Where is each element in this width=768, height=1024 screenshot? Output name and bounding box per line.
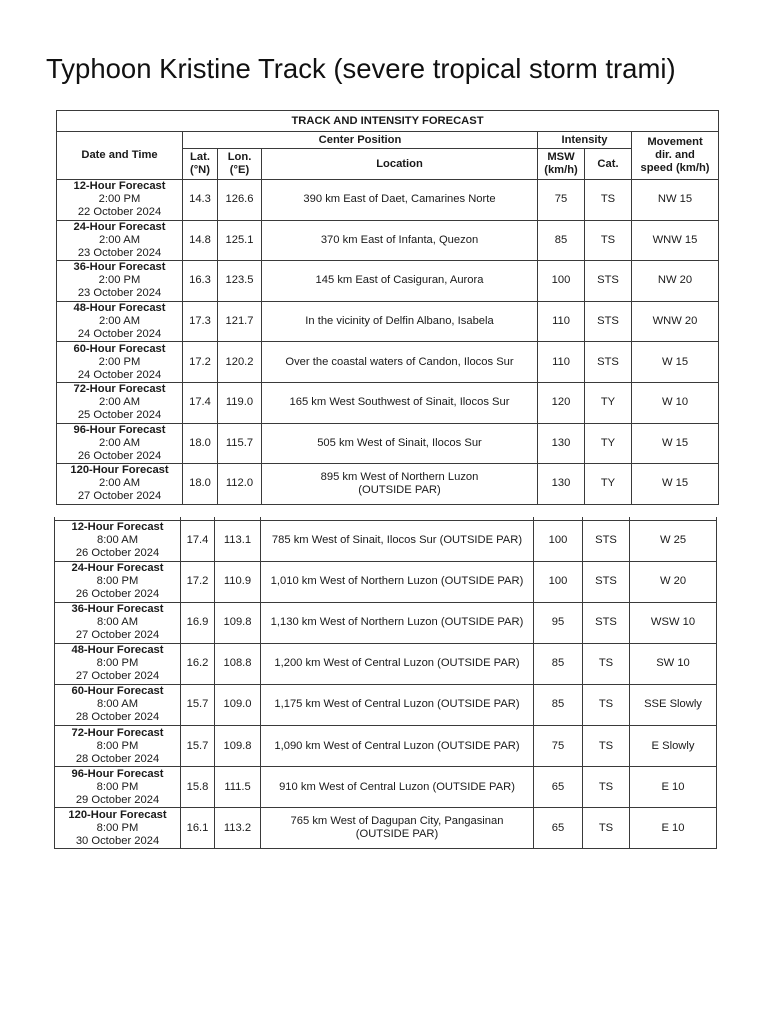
category-cell: STS bbox=[583, 602, 630, 643]
forecast-time: 8:00 PM bbox=[96, 739, 139, 752]
forecast-date: 23 October 2024 bbox=[77, 287, 162, 300]
lon-cell: 119.0 bbox=[218, 382, 262, 423]
date-time-cell bbox=[55, 602, 181, 643]
forecast-time: 2:00 AM bbox=[98, 477, 141, 490]
forecast-time: 8:00 PM bbox=[96, 657, 139, 670]
location-text: Over the coastal waters of Candon, Ilocos Sur bbox=[285, 355, 514, 368]
lat-cell: 17.4 bbox=[183, 382, 218, 423]
movement-cell: WNW 15 bbox=[632, 220, 719, 261]
header-movement-line: dir. and bbox=[655, 149, 695, 161]
location-cell bbox=[262, 220, 538, 261]
forecast-label: 72-Hour Forecast bbox=[71, 726, 164, 739]
lon-cell: 109.0 bbox=[215, 684, 261, 725]
movement-cell: E 10 bbox=[630, 767, 717, 808]
location-cell bbox=[262, 464, 538, 505]
lon-cell: 121.7 bbox=[218, 301, 262, 342]
table-row bbox=[57, 180, 719, 221]
msw-cell: 65 bbox=[534, 767, 583, 808]
header-lon-line: (°E) bbox=[229, 164, 250, 176]
category-cell: STS bbox=[583, 561, 630, 602]
category-cell: TS bbox=[583, 643, 630, 684]
lat-cell: 17.2 bbox=[181, 561, 215, 602]
forecast-time: 2:00 AM bbox=[98, 436, 141, 449]
forecast-label: 36-Hour Forecast bbox=[73, 261, 166, 274]
location-text: 895 km West of Northern Luzon bbox=[320, 470, 479, 483]
movement-cell: W 25 bbox=[630, 520, 717, 561]
forecast-date: 28 October 2024 bbox=[75, 711, 160, 724]
location-text: 145 km East of Casiguran, Aurora bbox=[315, 274, 484, 287]
category-cell: TS bbox=[585, 180, 632, 221]
lat-cell: 14.3 bbox=[183, 180, 218, 221]
forecast-date: 30 October 2024 bbox=[75, 834, 160, 847]
location-text: 765 km West of Dagupan City, Pangasinan bbox=[290, 815, 504, 828]
lat-cell: 18.0 bbox=[183, 423, 218, 464]
header-movement bbox=[632, 132, 719, 180]
movement-cell: W 15 bbox=[632, 342, 719, 383]
header-lat-line: Lat. bbox=[190, 151, 210, 163]
location-text: 785 km West of Sinait, Ilocos Sur (OUTSIDE PAR) bbox=[271, 534, 523, 547]
location-cell bbox=[261, 561, 534, 602]
category-cell: TY bbox=[585, 464, 632, 505]
lat-cell: 15.7 bbox=[181, 684, 215, 725]
forecast-time: 8:00 AM bbox=[96, 698, 139, 711]
category-cell: STS bbox=[585, 301, 632, 342]
header-msw-line: (km/h) bbox=[544, 164, 578, 176]
msw-cell: 75 bbox=[534, 725, 583, 766]
forecast-time: 2:00 PM bbox=[98, 355, 141, 368]
location-text: 505 km West of Sinait, Ilocos Sur bbox=[317, 436, 482, 449]
location-cell bbox=[262, 301, 538, 342]
date-time-cell bbox=[57, 220, 183, 261]
forecast-date: 27 October 2024 bbox=[77, 490, 162, 503]
location-text: In the vicinity of Delfin Albano, Isabela bbox=[305, 315, 494, 328]
forecast-time: 2:00 PM bbox=[98, 274, 141, 287]
forecast-label: 72-Hour Forecast bbox=[73, 383, 166, 396]
lat-cell: 14.8 bbox=[183, 220, 218, 261]
movement-cell: W 15 bbox=[632, 464, 719, 505]
continuation-forecast-table bbox=[54, 517, 717, 849]
table-row bbox=[55, 684, 717, 725]
header-cat: Cat. bbox=[585, 149, 632, 180]
msw-cell: 95 bbox=[534, 602, 583, 643]
date-time-cell bbox=[57, 423, 183, 464]
forecast-time: 2:00 AM bbox=[98, 233, 141, 246]
date-time-cell bbox=[57, 180, 183, 221]
location-cell bbox=[261, 767, 534, 808]
location-cell bbox=[262, 382, 538, 423]
table-heading: TRACK AND INTENSITY FORECAST bbox=[57, 111, 719, 132]
forecast-label: 120-Hour Forecast bbox=[70, 464, 169, 477]
movement-cell: WNW 20 bbox=[632, 301, 719, 342]
forecast-label: 120-Hour Forecast bbox=[68, 808, 167, 821]
location-cell bbox=[261, 725, 534, 766]
table-row bbox=[55, 767, 717, 808]
lon-cell: 109.8 bbox=[215, 725, 261, 766]
category-cell: TS bbox=[585, 220, 632, 261]
forecast-table bbox=[56, 110, 719, 505]
table-row bbox=[55, 520, 717, 561]
location-cell bbox=[262, 342, 538, 383]
table-row bbox=[55, 602, 717, 643]
forecast-time: 8:00 AM bbox=[96, 534, 139, 547]
movement-cell: SW 10 bbox=[630, 643, 717, 684]
forecast-date: 26 October 2024 bbox=[75, 547, 160, 560]
forecast-label: 96-Hour Forecast bbox=[71, 767, 164, 780]
date-time-cell bbox=[55, 561, 181, 602]
table-row bbox=[55, 561, 717, 602]
location-text: (OUTSIDE PAR) bbox=[355, 828, 439, 841]
movement-cell: W 10 bbox=[632, 382, 719, 423]
forecast-label: 96-Hour Forecast bbox=[73, 423, 166, 436]
location-text: 1,175 km West of Central Luzon (OUTSIDE PAR) bbox=[274, 698, 520, 711]
lon-cell: 110.9 bbox=[215, 561, 261, 602]
lat-cell: 17.2 bbox=[183, 342, 218, 383]
lon-cell: 126.6 bbox=[218, 180, 262, 221]
header-location: Location bbox=[262, 149, 538, 180]
movement-cell: NW 15 bbox=[632, 180, 719, 221]
forecast-label: 12-Hour Forecast bbox=[73, 180, 166, 193]
location-text: (OUTSIDE PAR) bbox=[358, 483, 441, 496]
lon-cell: 108.8 bbox=[215, 643, 261, 684]
msw-cell: 100 bbox=[534, 561, 583, 602]
header-date-time: Date and Time bbox=[57, 132, 183, 180]
category-cell: TS bbox=[583, 808, 630, 849]
forecast-date: 24 October 2024 bbox=[77, 328, 162, 341]
lat-cell: 17.3 bbox=[183, 301, 218, 342]
category-cell: TY bbox=[585, 382, 632, 423]
location-cell bbox=[262, 180, 538, 221]
location-cell bbox=[261, 684, 534, 725]
page-title: Typhoon Kristine Track (severe tropical storm trami) bbox=[46, 53, 676, 84]
location-text: 1,200 km West of Central Luzon (OUTSIDE PAR) bbox=[274, 657, 520, 670]
msw-cell: 75 bbox=[538, 180, 585, 221]
table-row bbox=[57, 261, 719, 302]
location-text: 165 km West Southwest of Sinait, Ilocos Sur bbox=[289, 396, 510, 409]
lat-cell: 17.4 bbox=[181, 520, 215, 561]
lat-cell: 16.3 bbox=[183, 261, 218, 302]
table-row bbox=[55, 808, 717, 849]
forecast-label: 48-Hour Forecast bbox=[71, 644, 164, 657]
date-time-cell bbox=[55, 808, 181, 849]
header-intensity: Intensity bbox=[538, 132, 632, 149]
location-cell bbox=[261, 643, 534, 684]
date-time-cell bbox=[57, 301, 183, 342]
forecast-time: 8:00 PM bbox=[96, 575, 139, 588]
lon-cell: 113.2 bbox=[215, 808, 261, 849]
header-lat bbox=[183, 149, 218, 180]
location-text: 1,090 km West of Central Luzon (OUTSIDE PAR) bbox=[274, 739, 520, 752]
lat-cell: 16.1 bbox=[181, 808, 215, 849]
forecast-date: 23 October 2024 bbox=[77, 246, 162, 259]
lon-cell: 109.8 bbox=[215, 602, 261, 643]
msw-cell: 110 bbox=[538, 342, 585, 383]
location-cell bbox=[261, 602, 534, 643]
header-center-position: Center Position bbox=[183, 132, 538, 149]
forecast-date: 27 October 2024 bbox=[75, 670, 160, 683]
lon-cell: 115.7 bbox=[218, 423, 262, 464]
forecast-label: 60-Hour Forecast bbox=[73, 342, 166, 355]
header-msw bbox=[538, 149, 585, 180]
lon-cell: 112.0 bbox=[218, 464, 262, 505]
forecast-time: 8:00 AM bbox=[96, 616, 139, 629]
location-text: 390 km East of Daet, Camarines Norte bbox=[303, 193, 496, 206]
movement-cell: NW 20 bbox=[632, 261, 719, 302]
table-row bbox=[57, 220, 719, 261]
forecast-label: 36-Hour Forecast bbox=[71, 603, 164, 616]
msw-cell: 130 bbox=[538, 423, 585, 464]
msw-cell: 130 bbox=[538, 464, 585, 505]
location-cell bbox=[261, 808, 534, 849]
forecast-label: 24-Hour Forecast bbox=[73, 220, 166, 233]
location-cell bbox=[262, 423, 538, 464]
date-time-cell bbox=[57, 261, 183, 302]
forecast-label: 12-Hour Forecast bbox=[71, 521, 164, 534]
lon-cell: 123.5 bbox=[218, 261, 262, 302]
location-cell bbox=[261, 520, 534, 561]
location-text: 1,010 km West of Northern Luzon (OUTSIDE PAR) bbox=[270, 575, 524, 588]
table-row bbox=[55, 725, 717, 766]
forecast-label: 24-Hour Forecast bbox=[71, 562, 164, 575]
location-text: 910 km West of Central Luzon (OUTSIDE PAR) bbox=[279, 780, 515, 793]
lon-cell: 125.1 bbox=[218, 220, 262, 261]
date-time-cell bbox=[57, 342, 183, 383]
category-cell: TY bbox=[585, 423, 632, 464]
forecast-time: 2:00 AM bbox=[98, 396, 141, 409]
lat-cell: 15.8 bbox=[181, 767, 215, 808]
lon-cell: 120.2 bbox=[218, 342, 262, 383]
category-cell: TS bbox=[583, 684, 630, 725]
header-lon-line: Lon. bbox=[227, 151, 252, 163]
movement-cell: E 10 bbox=[630, 808, 717, 849]
table-row bbox=[57, 423, 719, 464]
date-time-cell bbox=[57, 382, 183, 423]
msw-cell: 120 bbox=[538, 382, 585, 423]
forecast-date: 26 October 2024 bbox=[77, 449, 162, 462]
msw-cell: 100 bbox=[538, 261, 585, 302]
msw-cell: 100 bbox=[534, 520, 583, 561]
forecast-date: 28 October 2024 bbox=[75, 752, 160, 765]
forecast-time: 2:00 AM bbox=[98, 315, 141, 328]
lat-cell: 15.7 bbox=[181, 725, 215, 766]
lat-cell: 18.0 bbox=[183, 464, 218, 505]
date-time-cell bbox=[57, 464, 183, 505]
category-cell: STS bbox=[585, 342, 632, 383]
forecast-date: 29 October 2024 bbox=[75, 793, 160, 806]
forecast-date: 25 October 2024 bbox=[77, 409, 162, 422]
location-text: 1,130 km West of Northern Luzon (OUTSIDE PAR) bbox=[270, 616, 524, 629]
forecast-time: 8:00 PM bbox=[96, 780, 139, 793]
msw-cell: 65 bbox=[534, 808, 583, 849]
table-row bbox=[57, 342, 719, 383]
category-cell: STS bbox=[585, 261, 632, 302]
forecast-date: 26 October 2024 bbox=[75, 588, 160, 601]
lon-cell: 113.1 bbox=[215, 520, 261, 561]
forecast-label: 48-Hour Forecast bbox=[73, 302, 166, 315]
forecast-label: 60-Hour Forecast bbox=[71, 685, 164, 698]
forecast-time: 8:00 PM bbox=[96, 821, 139, 834]
date-time-cell bbox=[55, 643, 181, 684]
category-cell: TS bbox=[583, 725, 630, 766]
lon-cell: 111.5 bbox=[215, 767, 261, 808]
header-lon bbox=[218, 149, 262, 180]
movement-cell: W 20 bbox=[630, 561, 717, 602]
header-msw-line: MSW bbox=[547, 151, 575, 163]
header-lat-line: (°N) bbox=[189, 164, 210, 176]
forecast-date: 24 October 2024 bbox=[77, 368, 162, 381]
category-cell: TS bbox=[583, 767, 630, 808]
date-time-cell bbox=[55, 767, 181, 808]
forecast-time: 2:00 PM bbox=[98, 193, 141, 206]
header-row bbox=[57, 132, 719, 149]
lat-cell: 16.2 bbox=[181, 643, 215, 684]
table-row bbox=[57, 301, 719, 342]
category-cell: STS bbox=[583, 520, 630, 561]
movement-cell: SSE Slowly bbox=[630, 684, 717, 725]
table-row bbox=[57, 382, 719, 423]
table-row bbox=[55, 643, 717, 684]
header-movement-line: Movement bbox=[647, 136, 703, 148]
forecast-date: 27 October 2024 bbox=[75, 629, 160, 642]
location-cell bbox=[262, 261, 538, 302]
date-time-cell bbox=[55, 725, 181, 766]
movement-cell: W 15 bbox=[632, 423, 719, 464]
table-heading-row bbox=[57, 111, 719, 132]
msw-cell: 85 bbox=[534, 684, 583, 725]
msw-cell: 110 bbox=[538, 301, 585, 342]
date-time-cell bbox=[55, 520, 181, 561]
lat-cell: 16.9 bbox=[181, 602, 215, 643]
location-text: 370 km East of Infanta, Quezon bbox=[320, 233, 479, 246]
msw-cell: 85 bbox=[534, 643, 583, 684]
movement-cell: WSW 10 bbox=[630, 602, 717, 643]
table-row bbox=[57, 464, 719, 505]
forecast-date: 22 October 2024 bbox=[77, 206, 162, 219]
date-time-cell bbox=[55, 684, 181, 725]
header-movement-line: speed (km/h) bbox=[640, 162, 710, 174]
movement-cell: E Slowly bbox=[630, 725, 717, 766]
msw-cell: 85 bbox=[538, 220, 585, 261]
